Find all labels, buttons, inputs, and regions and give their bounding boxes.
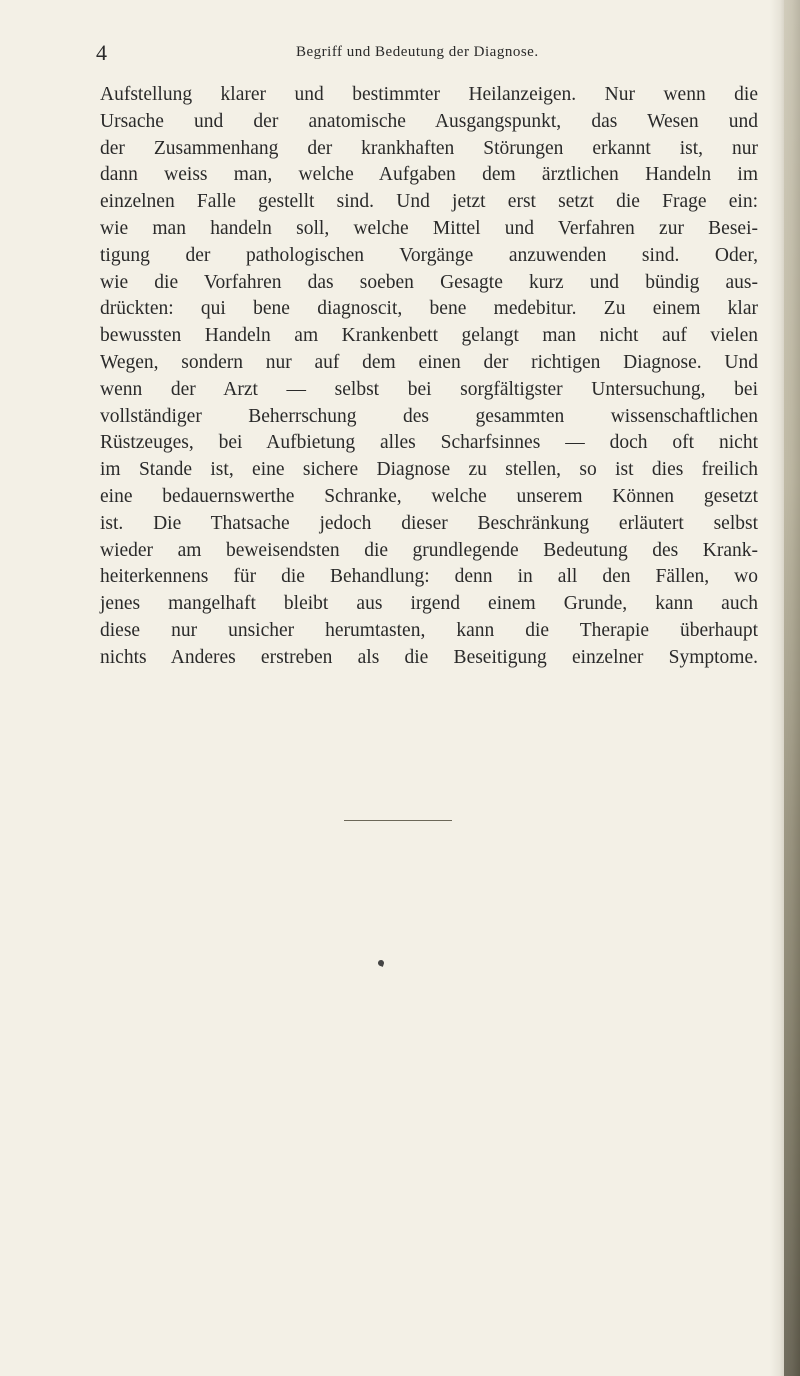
text-line: wie man handeln soll, welche Mittel und Verfahren zur Besei- — [100, 217, 758, 239]
running-head: Begriff und Bedeutung der Diagnose. — [296, 44, 539, 60]
ink-speck — [377, 959, 385, 967]
text-line: Wegen, sondern nur auf dem einen der richtigen Diagnose. Und — [100, 351, 758, 373]
text-line: vollständiger Beherrschung des gesammten wissenschaftlichen — [100, 405, 758, 427]
page-number: 4 — [96, 40, 107, 65]
text-line: im Stande ist, eine sichere Diagnose zu stellen, so ist dies freilich — [100, 459, 758, 481]
body-text — [100, 82, 758, 672]
text-line: ist. Die Thatsache jedoch dieser Beschränkung erläutert selbst — [100, 512, 758, 534]
text-line: wieder am beweisendsten die grundlegende Bedeutung des Krank- — [100, 539, 758, 561]
text-line: jenes mangelhaft bleibt aus irgend einem Grunde, kann auch — [100, 593, 758, 615]
text-line: Rüstzeuges, bei Aufbietung alles Scharfsinnes — doch oft nicht — [100, 432, 758, 454]
text-line: der Zusammenhang der krankhaften Störungen erkannt ist, nur — [100, 137, 758, 159]
text-line: bewussten Handeln am Krankenbett gelangt man nicht auf vielen — [100, 325, 758, 347]
text-line: heiterkennens für die Behandlung: denn in all den Fällen, wo — [100, 566, 758, 588]
text-line: einzelnen Falle gestellt sind. Und jetzt erst setzt die Frage ein: — [100, 191, 758, 213]
text-line: wie die Vorfahren das soeben Gesagte kurz und bündig aus- — [100, 271, 758, 293]
text-line: nichts Anderes erstreben als die Beseitigung einzelner Symptome. — [100, 646, 758, 668]
page-header — [96, 40, 756, 64]
text-line: drückten: qui bene diagnoscit, bene medebitur. Zu einem klar — [100, 298, 758, 320]
page-binding-edge — [784, 0, 800, 1376]
text-line: Ursache und der anatomische Ausgangspunkt, das Wesen und — [100, 110, 758, 132]
text-line: wenn der Arzt — selbst bei sorgfältigster Untersuchung, bei — [100, 378, 758, 400]
text-line: Aufstellung klarer und bestimmter Heilanzeigen. Nur wenn die — [100, 84, 758, 105]
text-line: diese nur unsicher herumtasten, kann die Therapie überhaupt — [100, 619, 758, 641]
text-line: dann weiss man, welche Aufgaben dem ärztlichen Handeln im — [100, 164, 758, 186]
section-divider-rule — [344, 820, 452, 821]
text-line: tigung der pathologischen Vorgänge anzuwenden sind. Oder, — [100, 244, 758, 266]
text-line: eine bedauernswerthe Schranke, welche unserem Können gesetzt — [100, 485, 758, 507]
